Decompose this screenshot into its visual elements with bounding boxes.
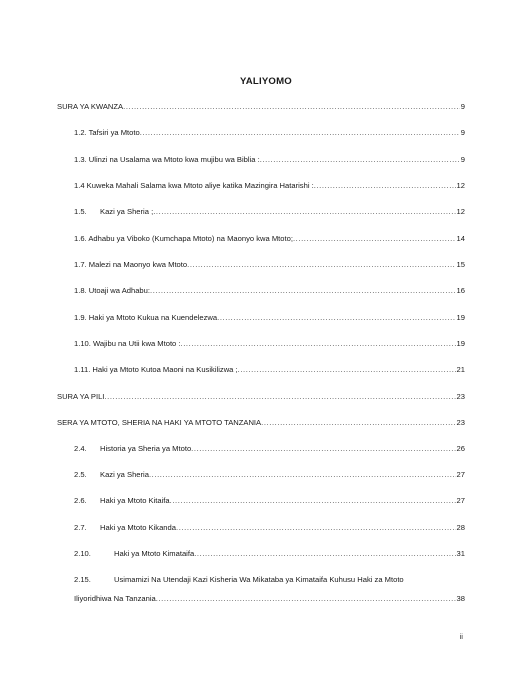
toc-title: YALIYOMO bbox=[240, 76, 292, 87]
toc-entry[interactable] bbox=[0, 494, 532, 508]
toc-entry-text: 1.11. Haki ya Mtoto Kutoa Maoni na Kusikilizwa ; bbox=[74, 365, 238, 374]
toc-page-number: 9 bbox=[460, 155, 465, 164]
toc-entry[interactable] bbox=[0, 521, 532, 535]
toc-page-number: 14 bbox=[456, 234, 465, 243]
toc-entry-text: Kazi ya Sheria bbox=[100, 470, 149, 479]
toc-entry-text: SERA YA MTOTO, SHERIA NA HAKI YA MTOTO TANZANIA bbox=[57, 418, 262, 427]
toc-entry-number: 2.10. bbox=[74, 549, 91, 558]
toc-entry[interactable] bbox=[0, 390, 532, 404]
toc-page-number: 9 bbox=[460, 128, 465, 137]
toc-entry-number: 2.6. bbox=[74, 496, 87, 505]
toc-entry[interactable] bbox=[0, 337, 532, 351]
toc-entry[interactable] bbox=[0, 153, 532, 167]
toc-entry-number: 2.4. bbox=[74, 444, 87, 453]
page-number: ii bbox=[459, 632, 463, 641]
toc-entry[interactable] bbox=[0, 311, 532, 325]
toc-page-number: 23 bbox=[456, 418, 465, 427]
toc-entry[interactable] bbox=[0, 468, 532, 482]
toc-page-number: 28 bbox=[456, 523, 465, 532]
toc-entry-text: 1.10. Wajibu na Utii kwa Mtoto : bbox=[74, 339, 181, 348]
toc-page-number: 16 bbox=[456, 286, 465, 295]
toc-entry-text: SURA YA KWANZA bbox=[57, 102, 124, 111]
toc-entry-number: 2.7. bbox=[74, 523, 87, 532]
toc-page-number: 15 bbox=[456, 260, 465, 269]
toc-page-number: 23 bbox=[456, 392, 465, 401]
toc-entry-number: 2.5. bbox=[74, 470, 87, 479]
toc-page-number: 27 bbox=[456, 496, 465, 505]
toc-entry-text: 1.2. Tafsiri ya Mtoto bbox=[74, 128, 140, 137]
dot-leader bbox=[156, 592, 456, 606]
dot-leader bbox=[191, 442, 455, 456]
toc-entry-number: 2.15. bbox=[74, 575, 91, 584]
toc-entry[interactable] bbox=[0, 232, 532, 246]
toc-entry[interactable] bbox=[0, 100, 532, 114]
toc-entry-text: Kazi ya Sheria ; bbox=[100, 207, 154, 216]
dot-leader bbox=[194, 547, 455, 561]
toc-entry[interactable] bbox=[0, 592, 532, 606]
toc-entry-text: SURA YA PILI bbox=[57, 392, 105, 401]
dot-leader bbox=[217, 311, 455, 325]
dot-leader bbox=[314, 179, 456, 193]
toc-entry-text: 1.6. Adhabu ya Viboko (Kumchapa Mtoto) na Maonyo kwa Mtoto; bbox=[74, 234, 293, 243]
toc-page-number: 9 bbox=[460, 102, 465, 111]
dot-leader bbox=[153, 205, 455, 219]
toc-entry-text: 1.8. Utoaji wa Adhabu: bbox=[74, 286, 150, 295]
toc-page-number: 19 bbox=[456, 313, 465, 322]
toc-entry-text: Haki ya Mtoto Kikanda bbox=[100, 523, 176, 532]
toc-entry-text: 1.9. Haki ya Mtoto Kukua na Kuendelezwa bbox=[74, 313, 218, 322]
toc-page-number: 31 bbox=[456, 549, 465, 558]
toc-entry[interactable] bbox=[0, 363, 532, 377]
dot-leader bbox=[123, 100, 460, 114]
dot-leader bbox=[104, 390, 455, 404]
dot-leader bbox=[149, 468, 456, 482]
toc-entry[interactable] bbox=[0, 126, 532, 140]
toc-page-number: 21 bbox=[456, 365, 465, 374]
toc-entry-text: 1.3. Ulinzi na Usalama wa Mtoto kwa mujibu wa Biblia : bbox=[74, 155, 260, 164]
toc-entry[interactable] bbox=[0, 258, 532, 272]
toc-page-number: 12 bbox=[456, 181, 465, 190]
dot-leader bbox=[181, 337, 456, 351]
toc-page-number: 38 bbox=[456, 594, 465, 603]
toc-entry[interactable] bbox=[0, 284, 532, 298]
dot-leader bbox=[238, 363, 456, 377]
toc-entry-text: Historia ya Sheria ya Mtoto bbox=[100, 444, 192, 453]
toc-entry-text: 1.7. Malezi na Maonyo kwa Mtoto bbox=[74, 260, 188, 269]
toc-entry-text: Usimamizi Na Utendaji Kazi Kisheria Wa Mikataba ya Kimataifa Kuhusu Haki za Mtoto bbox=[114, 575, 404, 584]
toc-entry[interactable] bbox=[0, 442, 532, 456]
toc-entry[interactable] bbox=[0, 416, 532, 430]
toc-entry-text: Iliyoridhiwa Na Tanzania bbox=[74, 594, 156, 603]
toc-entry[interactable] bbox=[0, 547, 532, 561]
toc-page-number: 12 bbox=[456, 207, 465, 216]
dot-leader bbox=[261, 416, 455, 430]
dot-leader bbox=[260, 153, 460, 167]
dot-leader bbox=[187, 258, 455, 272]
toc-page-number: 19 bbox=[456, 339, 465, 348]
toc-entry-text: Haki ya Mtoto Kimataifa bbox=[114, 549, 195, 558]
dot-leader bbox=[176, 521, 456, 535]
toc-entry-text: Haki ya Mtoto Kitaifa bbox=[100, 496, 170, 505]
dot-leader bbox=[170, 494, 456, 508]
toc-entry[interactable] bbox=[0, 205, 532, 219]
toc-page-number: 26 bbox=[456, 444, 465, 453]
toc-entry[interactable] bbox=[0, 573, 532, 587]
toc-entry[interactable] bbox=[0, 179, 532, 193]
dot-leader bbox=[293, 232, 456, 246]
dot-leader bbox=[150, 284, 456, 298]
toc-page-number: 27 bbox=[456, 470, 465, 479]
dot-leader bbox=[140, 126, 460, 140]
toc-entry-text: 1.4 Kuweka Mahali Salama kwa Mtoto aliye katika Mazingira Hatarishi : bbox=[74, 181, 314, 190]
toc-entry-number: 1.5. bbox=[74, 207, 87, 216]
